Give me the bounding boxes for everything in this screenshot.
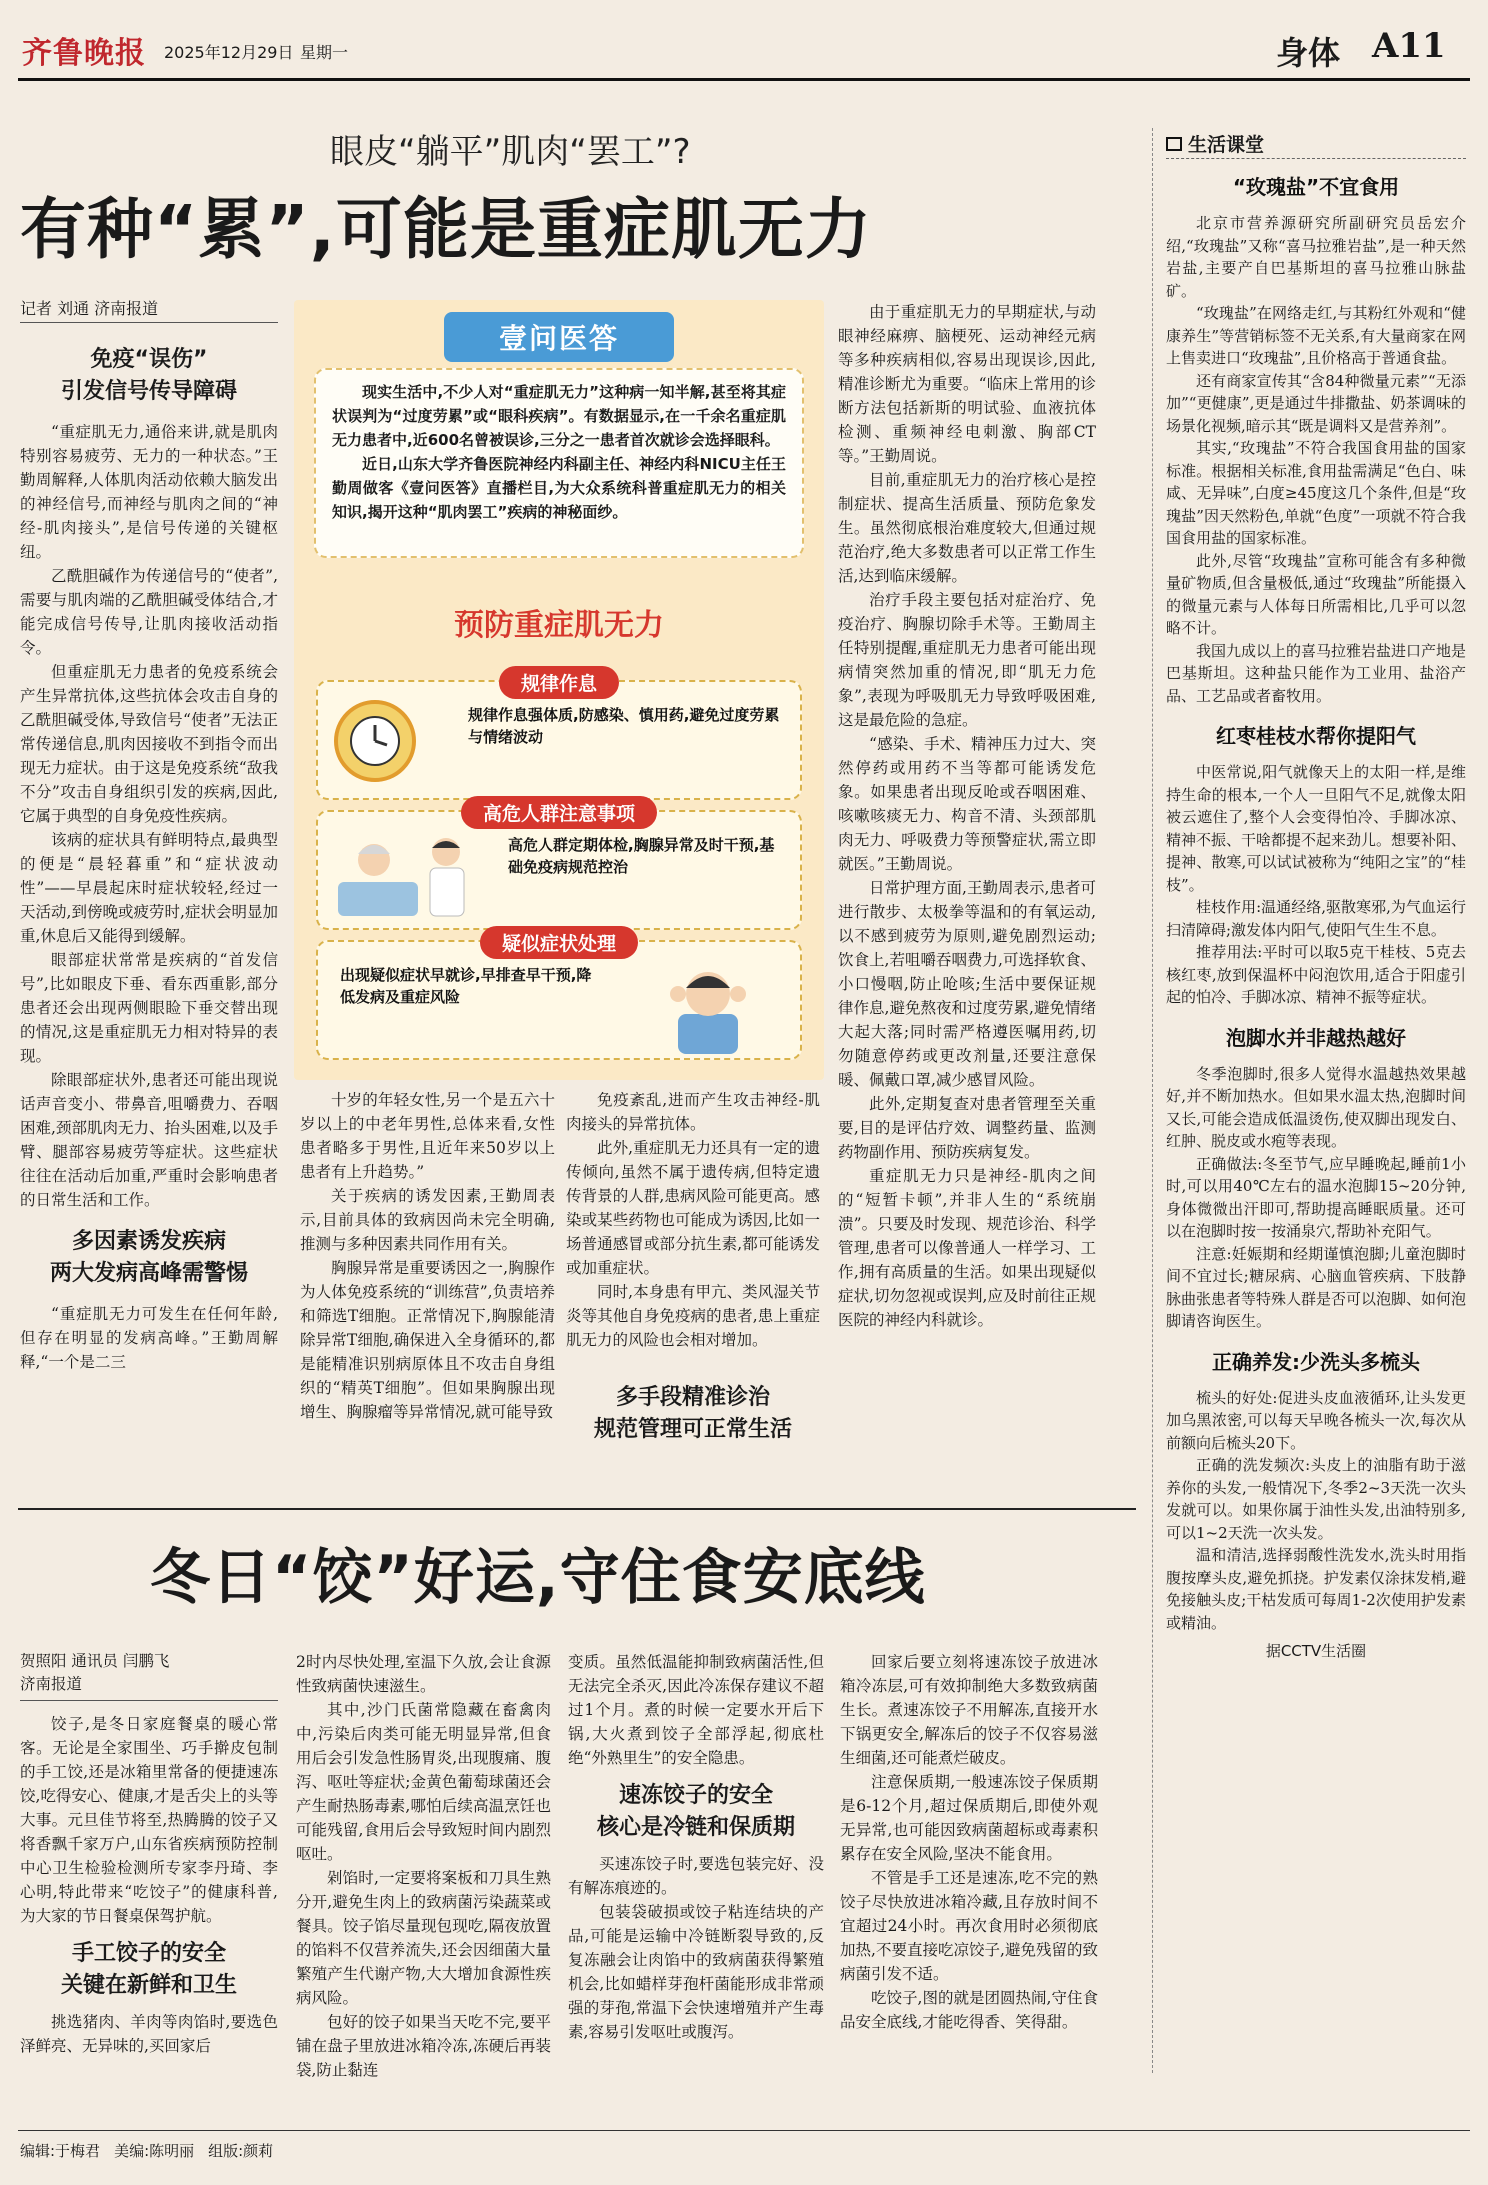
paragraph: 乙酰胆碱作为传递信号的“使者”,需要与肌肉端的乙酰胆碱受体结合,才能完成信号传导,让肌肉接收活动指令。 — [20, 567, 278, 657]
sidebar-paragraph: 正确的洗发频次:头皮上的油脂有助于滋养你的头发,一般情况下,冬季2~3天洗一次头发就可以。如果你属于油性头发,出油特别多,可以1~2天洗一次头发。 — [1166, 1456, 1466, 1542]
article2-headline: 冬日“饺”好运,守住食安底线 — [150, 1543, 926, 1613]
footer-rule — [18, 2130, 1470, 2131]
article2-column-2 — [296, 1650, 551, 2082]
masthead-rule — [18, 78, 1470, 81]
paragraph: 重症肌无力只是神经-肌肉之间的“短暂卡顿”,并非人生的“系统崩溃”。只要及时发现、规范诊治、科学管理,患者可以像普通人一样学习、工作,拥有高质量的生活。如果出现疑似症状,切勿忽视或误判,应及时前往正规医院的神经内科就诊。 — [838, 1167, 1096, 1329]
article1-kicker: 眼皮“躺平”肌肉“罢工”? — [330, 132, 691, 172]
paragraph: 关于疾病的诱发因素,王勤周表示,目前具体的致病因尚未完全明确,推测与多种因素共同作用有关。 — [300, 1187, 555, 1253]
article2-byline-rule — [20, 1700, 278, 1701]
masthead-logo: 齐鲁晚报 — [22, 36, 146, 71]
paragraph: “感染、手术、精神压力过大、突然停药或用药不当等都可能诱发危象。如果患者出现反呛或吞咽困难、咳嗽咳痰无力、构音不清、头颈部肌肉无力、呼吸费力等预警症状,需立即就医。”王勤周说。 — [838, 735, 1096, 873]
footer-art: 美编:陈明丽 — [114, 2142, 195, 2160]
sidebar-paragraph: 中医常说,阳气就像天上的太阳一样,是维持生命的根本,一个人一旦阳气不足,就像太阳被云遮住了,整个人会变得怕冷、手脚冰凉、精神不振、干啥都提不起来劲儿。想要补阳、提神、散寒,可以试试被称为“纯阳之宝”的“桂枝”。 — [1166, 763, 1466, 894]
clock-icon — [334, 700, 416, 782]
paragraph: 注意保质期,一般速冻饺子保质期是6-12个月,超过保质期后,即使外观无异常,也可能因致病菌超标或毒素积累存在安全风险,坚决不能食用。 — [840, 1773, 1098, 1863]
article1-col4 — [838, 300, 1096, 1332]
article2-col1 — [20, 1712, 278, 1928]
article2-column-1 — [20, 1712, 278, 2082]
tip-high-risk — [316, 803, 802, 930]
tired-person-icon — [648, 954, 768, 1054]
sidebar-divider — [1152, 128, 1153, 2073]
article1-col1b — [20, 1302, 278, 1374]
sidebar-paragraph: 其实,“玫瑰盐”不符合我国食用盐的国家标准。根据相关标准,食用盐需满足“色白、味咸、无异味”,白度≥45度这几个条件,但是“玫瑰盐”因天然粉色,单就“色度”一项就不符合我国食用盐的国家标准。 — [1166, 439, 1466, 547]
infobox-title: 预防重症肌无力 — [454, 608, 664, 643]
sidebar-paragraph: 推荐用法:平时可以取5克干桂枝、5克去核红枣,放到保温杯中闷泡饮用,适合于阳虚引起的怕冷、手脚冰凉、精神不振等症状。 — [1166, 943, 1466, 1006]
paragraph: “重症肌无力,通俗来讲,就是肌肉特别容易疲劳、无力的一种状态。”王勤周解释,人体肌肉活动依赖大脑发出的神经信号,而神经与肌肉之间的“神经-肌肉接头”,是信号传递的关键枢纽。 — [20, 423, 278, 561]
infobox-intro — [314, 368, 804, 558]
masthead-date: 2025年12月29日 — [164, 43, 294, 62]
article1-col2 — [300, 1088, 555, 1424]
paragraph: 十岁的年轻女性,另一个是五六十岁以上的中老年男性,总体来看,女性患者略多于男性,且近年来50岁以上患者有上升趋势。” — [300, 1091, 555, 1181]
byline-rule — [20, 322, 278, 323]
sidebar-paragraph: 北京市营养源研究所副研究员岳宏介绍,“玫瑰盐”又称“喜马拉雅岩盐”,是一种天然岩盐,主要产自巴基斯坦的喜马拉雅山脉盐矿。 — [1166, 214, 1466, 300]
article1-byline: 记者 刘通 济南报道 — [20, 299, 159, 318]
sidebar-item-title: 红枣桂枝水帮你提阳气 — [1216, 724, 1416, 748]
paragraph: 治疗手段主要包括对症治疗、免疫治疗、胸腺切除手术等。王勤周主任特别提醒,重症肌无力患者可能出现病情突然加重的情况,即“肌无力危象”,表现为呼吸肌无力导致呼吸困难,这是最危险的急症。 — [838, 591, 1096, 729]
infobox-tips — [316, 673, 802, 1060]
paragraph: 由于重症肌无力的早期症状,与动眼神经麻痹、脑梗死、运动神经元病等多种疾病相似,容易出现误诊,因此,精准诊断尤为重要。“临床上常用的诊断方法包括新斯的明试验、血液抗体检测、重频神经电刺激、胸部CT等。”王勤周说。 — [838, 303, 1096, 465]
infobox-brand-label: 壹问医答 — [498, 322, 619, 355]
paragraph: 除眼部症状外,患者还可能出现说话声音变小、带鼻音,咀嚼费力、吞咽困难,颈部肌肉无力、抬头困难,以及手臂、腿部容易疲劳等症状。这些症状往往在活动后加重,严重时会影响患者的日常生活和工作。 — [20, 1071, 278, 1209]
article1-subhead-1: 免疫“误伤” 引发信号传导障碍 — [60, 347, 237, 404]
infobox-intro-1: 现实生活中,不少人对“重症肌无力”这种病一知半解,甚至将其症状误判为“过度劳累”或“眼科疾病”。有数据显示,在一千余名重症肌无力患者中,近600名曾被误诊,三分之一患者首次就诊会选择眼科。 — [332, 383, 786, 449]
sidebar-paragraph: 梳头的好处:促进头皮血液循环,让头发更加乌黑浓密,可以每天早晚各梳头一次,每次从前额向后梳头20下。 — [1166, 1388, 1466, 1452]
masthead-weekday: 星期一 — [300, 43, 349, 62]
tip-high-risk-head: 高危人群注意事项 — [461, 796, 657, 829]
article2-col1b — [20, 2010, 278, 2058]
paragraph: 目前,重症肌无力的治疗核心是控制症状、提高生活质量、预防危象发生。虽然彻底根治难度较大,但通过规范治疗,绝大多数患者可以正常工作生活,达到临床缓解。 — [838, 471, 1096, 585]
paragraph: 剁馅时,一定要将案板和刀具生熟分开,避免生肉上的致病菌污染蔬菜或餐具。饺子馅尽量现包现吃,隔夜放置的馅料不仅营养流失,还会因细菌大量繁殖产生代谢产物,大大增加食源性疾病风险。 — [296, 1869, 551, 2007]
sidebar-item-title: 泡脚水并非越热越好 — [1226, 1025, 1406, 1050]
article1-column-4 — [838, 300, 1096, 1490]
article1-subhead-3: 多手段精准诊治 规范管理可正常生活 — [593, 1385, 792, 1442]
infobox-intro-2: 近日,山东大学齐鲁医院神经内科副主任、神经内科NICU主任王勤周做客《壹问医答》直播栏目,为大众系统科普重症肌无力的相关知识,揭开这种“肌肉罢工”疾病的神秘面纱。 — [332, 455, 786, 521]
infobox-brand — [444, 312, 674, 362]
sidebar-paragraph: 注意:妊娠期和经期谨慎泡脚;儿童泡脚时间不宜过长;糖尿病、心脑血管疾病、下肢静脉曲张患者等特殊人群是否可以泡脚、如何泡脚请咨询医生。 — [1166, 1244, 1466, 1330]
paragraph: 其中,沙门氏菌常隐藏在畜禽肉中,污染后肉类可能无明显异常,但食用后会引发急性肠胃炎,出现腹痛、腹泻、呕吐等症状;金黄色葡萄球菌还会产生耐热肠毒素,哪怕后续高温烹饪也可能残留,食用后会导致短时间内剧烈呕吐。 — [296, 1701, 551, 1863]
sidebar-header-rule — [1166, 158, 1466, 159]
article2-col3 — [568, 1650, 824, 1770]
infobox — [294, 300, 824, 1080]
article1-column-2 — [300, 1088, 555, 1488]
article2-column-4 — [840, 1650, 1098, 2082]
tip-suspected-text: 出现疑似症状早就诊,早排查早干预,降低发病及重症风险 — [340, 966, 592, 1006]
article2-subhead-1: 手工饺子的安全 关键在新鲜和卫生 — [60, 1941, 237, 1998]
paragraph: 吃饺子,图的就是团圆热闹,守住食品安全底线,才能吃得香、笑得甜。 — [840, 1989, 1098, 2031]
article2-column-3 — [568, 1650, 824, 2082]
sidebar-paragraph: 正确做法:冬至节气,应早睡晚起,睡前1小时,可以用40℃左右的温水泡脚15~20分钟,身体微微出汗即可,帮助提高睡眠质量。还可以在泡脚时按一按涌泉穴,帮助补充阳气。 — [1166, 1154, 1466, 1240]
article2-col2 — [296, 1650, 551, 2082]
paragraph: 买速冻饺子时,要选包装完好、没有解冻痕迹的。 — [568, 1855, 824, 1897]
paragraph: 2时内尽快处理,室温下久放,会让食源性致病菌快速滋生。 — [296, 1653, 551, 1695]
paragraph: 但重症肌无力患者的免疫系统会产生异常抗体,这些抗体会攻击自身的乙酰胆碱受体,导致信号“使者”无法正常传递信息,肌肉因接收不到指令而出现无力症状。由于这是免疫系统“敌我不分”攻击自身组织引发的疾病,因此,它属于典型的自身免疫性疾病。 — [20, 663, 278, 825]
paragraph: “重症肌无力可发生在任何年龄,但存在明显的发病高峰。”王勤周解释,“一个是二三 — [20, 1305, 278, 1371]
paragraph: 回家后要立刻将速冻饺子放进冰箱冷冻层,可有效抑制绝大多数致病菌生长。煮速冻饺子不用解冻,直接开水下锅更安全,解冻后的饺子不仅容易滋生细菌,还可能煮烂破皮。 — [840, 1653, 1098, 1767]
tip-high-risk-text: 高危人群定期体检,胸腺异常及时干预,基础免疫病规范控治 — [508, 836, 775, 876]
paragraph: 包装袋破损或饺子粘连结块的产品,可能是运输中冷链断裂导致的,反复冻融会让肉馅中的致病菌获得繁殖机会,比如蜡样芽孢杆菌能形成非常顽强的芽孢,常温下会快速增殖并产生毒素,容易引发呕吐或腹泻。 — [568, 1903, 824, 2041]
sidebar-paragraph: “玫瑰盐”在网络走红,与其粉红外观和“健康养生”等营销标签不无关系,有大量商家在网上售卖进口“玫瑰盐”,且价格高于普通食盐。 — [1166, 304, 1466, 367]
sidebar-column — [1166, 168, 1466, 2048]
section-divider — [18, 1508, 1136, 1510]
sidebar-paragraph: 还有商家宣传其“含84种微量元素”“无添加”“更健康”,更是通过牛排撒盐、奶茶调味的场景化视频,暗示其“既是调料又是营养剂”。 — [1166, 371, 1466, 435]
section-name: 身体 — [1276, 34, 1341, 72]
sidebar-label: 生活课堂 — [1188, 134, 1265, 156]
sidebar-paragraph: 温和清洁,选择弱酸性洗发水,洗头时用指腹按摩头皮,避免抓挠。护发素仅涂抹发梢,避免接触头皮;干枯发质可每周1-2次使用护发素或精油。 — [1166, 1546, 1466, 1632]
article1-subhead-2: 多因素诱发疾病 两大发病高峰需警惕 — [49, 1229, 248, 1286]
article2-subhead-2: 速冻饺子的安全 核心是冷链和保质期 — [596, 1783, 795, 1840]
doctor-patient-icon — [334, 828, 484, 920]
sidebar-paragraph: 此外,尽管“玫瑰盐”宣称可能含有多种微量矿物质,但含量极低,通过“玫瑰盐”所能摄入的微量元素与人体每日所需相比,几乎可以忽略不计。 — [1166, 551, 1466, 637]
article1-column-3 — [566, 1088, 820, 1488]
article2-byline: 贺照阳 通讯员 闫鹏飞 济南报道 — [20, 1652, 170, 1693]
paragraph: 包好的饺子如果当天吃不完,要平铺在盘子里放进冰箱冷冻,冻硬后再装袋,防止黏连 — [296, 2013, 551, 2079]
article2-col3b — [568, 1852, 824, 2044]
tip-routine — [316, 673, 802, 800]
article1-col3 — [566, 1088, 820, 1352]
paragraph: 挑选猪肉、羊肉等肉馅时,要选色泽鲜亮、无异味的,买回家后 — [20, 2013, 278, 2055]
paragraph: 免疫紊乱,进而产生攻击神经-肌肉接头的异常抗体。 — [566, 1091, 820, 1133]
paragraph: 日常护理方面,王勤周表示,患者可进行散步、太极拳等温和的有氧运动,以不感到疲劳为原则,避免剧烈运动;饮食上,若咀嚼吞咽费力,可选择软食、小口慢咽,防止呛咳;生活中要保证规律作息,避免熬夜和过度劳累,避免情绪大起大落;同时需严格遵医嘱用药,切勿随意停药或更改剂量,还要注意保暖、佩戴口罩,减少感冒风险。 — [838, 879, 1096, 1089]
sidebar-paragraph: 我国九成以上的喜马拉雅岩盐进口产地是巴基斯坦。这种盐只能作为工业用、盐浴产品、工艺品或者畜牧用。 — [1166, 641, 1466, 705]
paragraph: 胸腺异常是重要诱因之一,胸腺作为人体免疫系统的“训练营”,负责培养和筛选T细胞。正常情况下,胸腺能清除异常T细胞,确保进入全身循环的,都是能精准识别病原体且不攻击自身组织的“精英T细胞”。但如果胸腺出现增生、胸腺瘤等异常情况,就可能导致 — [300, 1259, 555, 1421]
paragraph: 变质。虽然低温能抑制致病菌活性,但无法完全杀灭,因此冷冻保存建议不超过1个月。煮的时候一定要水开后下锅,大火煮到饺子全部浮起,彻底杜绝“外熟里生”的安全隐患。 — [568, 1653, 824, 1767]
page-number: A11 — [1372, 26, 1446, 66]
paragraph: 同时,本身患有甲亢、类风湿关节炎等其他自身免疫病的患者,患上重症肌无力的风险也会相对增加。 — [566, 1283, 820, 1349]
sidebar-paragraph: 桂枝作用:温通经络,驱散寒邪,为气血运行扫清障碍;激发体内阳气,使阳气生生不息。 — [1166, 898, 1466, 939]
paragraph: 此外,重症肌无力还具有一定的遗传倾向,虽然不属于遗传病,但特定遗传背景的人群,患病风险可能更高。感染或某些药物也可能成为诱因,比如一场普通感冒或部分抗生素,都可能诱发或加重症状。 — [566, 1139, 820, 1277]
paragraph: 该病的症状具有鲜明特点,最典型的便是“晨轻暮重”和“症状波动性”——早晨起床时症状较轻,经过一天活动,到傍晚或疲劳时,症状会明显加重,休息后又能得到缓解。 — [20, 831, 278, 945]
tip-routine-text: 规律作息强体质,防感染、慎用药,避免过度劳累与情绪波动 — [468, 706, 780, 746]
article1-col1a — [20, 420, 278, 1212]
sidebar-paragraph: 冬季泡脚时,很多人觉得水温越热效果越好,并不断加热水。但如果水温太热,泡脚时间又长,可能会造成低温烫伤,使双脚出现发白、红肿、脱皮或水疱等表现。 — [1166, 1064, 1466, 1150]
paragraph: 此外,定期复查对患者管理至关重要,目的是评估疗效、调整药量、监测药物副作用、预防疾病复发。 — [838, 1095, 1096, 1161]
footer-editor: 编辑:于梅君 — [20, 2142, 101, 2160]
article2-col4 — [840, 1650, 1098, 2034]
tip-suspected-head: 疑似症状处理 — [480, 926, 638, 959]
article1-headline: 有种“累”,可能是重症肌无力 — [20, 191, 872, 268]
footer-layout: 组版:颜莉 — [208, 2142, 274, 2160]
sidebar-source: 据CCTV生活圈 — [1265, 1642, 1367, 1660]
sidebar-item-title: 正确养发:少洗头多梳头 — [1212, 1349, 1420, 1374]
footer-credits — [20, 2140, 273, 2161]
tip-routine-head: 规律作息 — [499, 666, 619, 699]
sidebar-item-title: “玫瑰盐”不宜食用 — [1232, 175, 1400, 199]
tip-suspected — [316, 933, 802, 1060]
article1-column-1 — [20, 330, 278, 1490]
tv-icon — [1166, 137, 1182, 151]
paragraph: 不管是手工还是速冻,吃不完的熟饺子尽快放进冰箱冷藏,且存放时间不宜超过24小时。再次食用时必须彻底加热,不要直接吃凉饺子,避免残留的致病菌引发不适。 — [840, 1869, 1098, 1983]
paragraph: 眼部症状常常是疾病的“首发信号”,比如眼皮下垂、看东西重影,部分患者还会出现两侧眼睑下垂交替出现的情况,这是重症肌无力相对特异的表现。 — [20, 951, 278, 1065]
paragraph: 饺子,是冬日家庭餐桌的暖心常客。无论是全家围坐、巧手擀皮包制的手工饺,还是冰箱里常备的便捷速冻饺,吃得安心、健康,才是舌尖上的头等大事。元旦佳节将至,热腾腾的饺子又将香飘千家万户,山东省疾病预防控制中心卫生检验检测所专家李丹琦、李心明,特此带来“吃饺子”的健康科普,为大家的节日餐桌保驾护航。 — [20, 1715, 278, 1925]
sidebar-header — [1166, 130, 1264, 157]
